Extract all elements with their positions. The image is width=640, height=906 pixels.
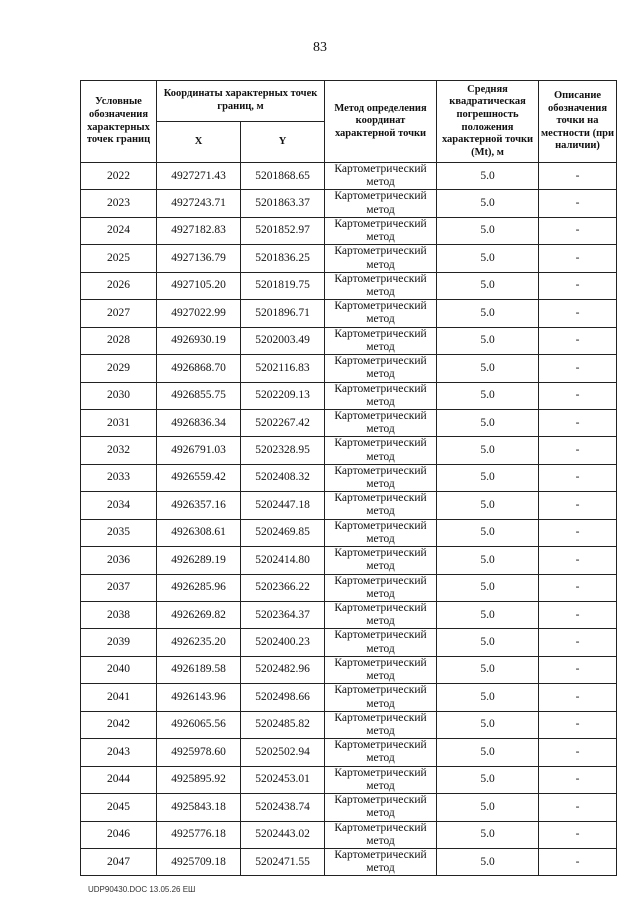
- point-id-cell: 2035: [81, 519, 157, 546]
- method-cell: [325, 464, 437, 491]
- description-cell: -: [539, 382, 617, 409]
- table-row: [81, 382, 617, 409]
- method-cell: [325, 437, 437, 464]
- x-coordinate-cell: 4925843.18: [157, 794, 241, 821]
- x-coordinate-cell: 4926559.42: [157, 464, 241, 491]
- y-coordinate-cell: 5202364.37: [241, 602, 325, 629]
- y-coordinate-cell: 5201836.25: [241, 245, 325, 272]
- error-cell: 5.0: [437, 602, 539, 629]
- table-row: [81, 409, 617, 436]
- table-row: [81, 190, 617, 217]
- y-coordinate-cell: 5202443.02: [241, 821, 325, 848]
- table-row: [81, 684, 617, 711]
- error-cell: 5.0: [437, 739, 539, 766]
- description-cell: -: [539, 163, 617, 190]
- error-cell: 5.0: [437, 519, 539, 546]
- point-id-cell: 2038: [81, 602, 157, 629]
- method-line1: Картометрический: [334, 217, 427, 230]
- y-coordinate-cell: 5202447.18: [241, 492, 325, 519]
- error-cell: 5.0: [437, 574, 539, 601]
- method-line1: Картометрический: [334, 629, 427, 642]
- header-coordinates: Координаты характерных точек границ, м: [157, 81, 325, 122]
- point-id-cell: 2045: [81, 794, 157, 821]
- error-cell: 5.0: [437, 629, 539, 656]
- description-cell: -: [539, 190, 617, 217]
- y-coordinate-cell: 5201819.75: [241, 272, 325, 299]
- y-coordinate-cell: 5202471.55: [241, 848, 325, 875]
- description-cell: -: [539, 711, 617, 738]
- x-coordinate-cell: 4926285.96: [157, 574, 241, 601]
- error-cell: 5.0: [437, 300, 539, 327]
- method-line1: Картометрический: [334, 711, 427, 724]
- point-id-cell: 2030: [81, 382, 157, 409]
- method-line1: Картометрический: [334, 794, 427, 807]
- table-body: [81, 163, 617, 876]
- x-coordinate-cell: 4927022.99: [157, 300, 241, 327]
- method-cell: [325, 574, 437, 601]
- method-cell: [325, 821, 437, 848]
- point-id-cell: 2025: [81, 245, 157, 272]
- description-cell: -: [539, 245, 617, 272]
- table-row: [81, 300, 617, 327]
- table-row: [81, 711, 617, 738]
- header-designation: Условные обозначения характерных точек границ: [81, 81, 157, 163]
- description-cell: -: [539, 355, 617, 382]
- point-id-cell: 2043: [81, 739, 157, 766]
- error-cell: 5.0: [437, 327, 539, 354]
- x-coordinate-cell: 4926791.03: [157, 437, 241, 464]
- method-line2: метод: [366, 724, 395, 737]
- method-line1: Картометрический: [334, 602, 427, 614]
- method-line2: метод: [366, 862, 395, 875]
- method-cell: [325, 217, 437, 244]
- method-line1: Картометрический: [334, 519, 427, 532]
- description-cell: -: [539, 574, 617, 601]
- method-line2: метод: [366, 532, 395, 545]
- description-cell: -: [539, 739, 617, 766]
- method-line1: Картометрический: [334, 327, 427, 340]
- point-id-cell: 2031: [81, 409, 157, 436]
- method-line2: метод: [366, 807, 395, 820]
- error-cell: 5.0: [437, 464, 539, 491]
- method-line1: Картометрический: [334, 437, 427, 450]
- y-coordinate-cell: 5202366.22: [241, 574, 325, 601]
- error-cell: 5.0: [437, 190, 539, 217]
- x-coordinate-cell: 4925709.18: [157, 848, 241, 875]
- method-line1: Картометрический: [334, 739, 427, 752]
- method-line2: метод: [366, 670, 395, 683]
- description-cell: -: [539, 437, 617, 464]
- error-cell: 5.0: [437, 684, 539, 711]
- method-line2: метод: [366, 450, 395, 463]
- x-coordinate-cell: 4927271.43: [157, 163, 241, 190]
- error-cell: 5.0: [437, 245, 539, 272]
- method-line2: метод: [366, 779, 395, 792]
- method-line2: метод: [366, 478, 395, 491]
- y-coordinate-cell: 5202498.66: [241, 684, 325, 711]
- table-row: [81, 272, 617, 299]
- description-cell: -: [539, 327, 617, 354]
- table-row: [81, 656, 617, 683]
- method-line2: метод: [366, 203, 395, 216]
- table-row: [81, 245, 617, 272]
- method-line2: метод: [366, 285, 395, 298]
- method-line1: Картометрический: [334, 464, 427, 477]
- method-cell: [325, 327, 437, 354]
- method-line1: Картометрический: [334, 382, 427, 395]
- method-line1: Картометрический: [334, 272, 427, 285]
- method-line2: метод: [366, 505, 395, 518]
- description-cell: -: [539, 656, 617, 683]
- header-y: Y: [241, 122, 325, 163]
- method-line1: Картометрический: [334, 492, 427, 505]
- table-row: [81, 739, 617, 766]
- header-description: Описание обозначения точки на местности (при наличии): [539, 81, 617, 163]
- method-line2: метод: [366, 560, 395, 573]
- point-id-cell: 2046: [81, 821, 157, 848]
- table-row: [81, 464, 617, 491]
- table-row: [81, 602, 617, 629]
- method-cell: [325, 272, 437, 299]
- y-coordinate-cell: 5202408.32: [241, 464, 325, 491]
- y-coordinate-cell: 5202209.13: [241, 382, 325, 409]
- point-id-cell: 2027: [81, 300, 157, 327]
- method-cell: [325, 382, 437, 409]
- method-line2: метод: [366, 231, 395, 244]
- x-coordinate-cell: 4927105.20: [157, 272, 241, 299]
- method-cell: [325, 245, 437, 272]
- table-row: [81, 821, 617, 848]
- method-cell: [325, 739, 437, 766]
- method-line2: метод: [366, 176, 395, 189]
- method-line1: Картометрический: [334, 821, 427, 834]
- description-cell: -: [539, 602, 617, 629]
- method-cell: [325, 300, 437, 327]
- point-id-cell: 2029: [81, 355, 157, 382]
- point-id-cell: 2034: [81, 492, 157, 519]
- method-line1: Картометрический: [334, 355, 427, 368]
- y-coordinate-cell: 5202453.01: [241, 766, 325, 793]
- point-id-cell: 2036: [81, 547, 157, 574]
- method-cell: [325, 794, 437, 821]
- point-id-cell: 2026: [81, 272, 157, 299]
- x-coordinate-cell: 4926143.96: [157, 684, 241, 711]
- error-cell: 5.0: [437, 272, 539, 299]
- method-line2: метод: [366, 615, 395, 628]
- y-coordinate-cell: 5202116.83: [241, 355, 325, 382]
- method-cell: [325, 848, 437, 875]
- description-cell: -: [539, 492, 617, 519]
- description-cell: -: [539, 217, 617, 244]
- method-line2: метод: [366, 642, 395, 655]
- method-cell: [325, 492, 437, 519]
- x-coordinate-cell: 4926289.19: [157, 547, 241, 574]
- error-cell: 5.0: [437, 163, 539, 190]
- y-coordinate-cell: 5202502.94: [241, 739, 325, 766]
- method-cell: [325, 519, 437, 546]
- method-cell: [325, 711, 437, 738]
- point-id-cell: 2032: [81, 437, 157, 464]
- method-cell: [325, 547, 437, 574]
- document-footer: UDP90430.DOC 13.05.26 ЕШ: [88, 885, 196, 894]
- method-cell: [325, 656, 437, 683]
- method-line1: Картометрический: [334, 684, 427, 697]
- table-row: [81, 848, 617, 875]
- x-coordinate-cell: 4926235.20: [157, 629, 241, 656]
- method-line1: Картометрический: [334, 300, 427, 313]
- method-line1: Картометрический: [334, 163, 427, 175]
- page-number: 83: [313, 40, 327, 55]
- point-id-cell: 2028: [81, 327, 157, 354]
- method-line2: метод: [366, 313, 395, 326]
- error-cell: 5.0: [437, 492, 539, 519]
- y-coordinate-cell: 5201868.65: [241, 163, 325, 190]
- method-line1: Картометрический: [334, 245, 427, 258]
- table-row: [81, 492, 617, 519]
- description-cell: -: [539, 629, 617, 656]
- point-id-cell: 2044: [81, 766, 157, 793]
- y-coordinate-cell: 5202482.96: [241, 656, 325, 683]
- x-coordinate-cell: 4925895.92: [157, 766, 241, 793]
- method-line1: Картометрический: [334, 656, 427, 669]
- point-id-cell: 2024: [81, 217, 157, 244]
- method-line2: метод: [366, 368, 395, 381]
- x-coordinate-cell: 4925978.60: [157, 739, 241, 766]
- table-row: [81, 327, 617, 354]
- method-line2: метод: [366, 752, 395, 765]
- method-line2: метод: [366, 834, 395, 847]
- method-cell: [325, 629, 437, 656]
- table-row: [81, 547, 617, 574]
- error-cell: 5.0: [437, 711, 539, 738]
- y-coordinate-cell: 5202469.85: [241, 519, 325, 546]
- description-cell: -: [539, 794, 617, 821]
- description-cell: -: [539, 821, 617, 848]
- point-id-cell: 2037: [81, 574, 157, 601]
- x-coordinate-cell: 4925776.18: [157, 821, 241, 848]
- boundary-points-table: [80, 80, 617, 876]
- table-row: [81, 519, 617, 546]
- point-id-cell: 2022: [81, 163, 157, 190]
- error-cell: 5.0: [437, 766, 539, 793]
- description-cell: -: [539, 684, 617, 711]
- error-cell: 5.0: [437, 217, 539, 244]
- method-cell: [325, 684, 437, 711]
- method-cell: [325, 163, 437, 190]
- y-coordinate-cell: 5202414.80: [241, 547, 325, 574]
- method-cell: [325, 409, 437, 436]
- table-row: [81, 766, 617, 793]
- method-line2: метод: [366, 340, 395, 353]
- table-row: [81, 574, 617, 601]
- method-line2: метод: [366, 423, 395, 436]
- description-cell: -: [539, 272, 617, 299]
- method-line1: Картометрический: [334, 190, 427, 203]
- method-line2: метод: [366, 587, 395, 600]
- table-row: [81, 163, 617, 190]
- point-id-cell: 2023: [81, 190, 157, 217]
- description-cell: -: [539, 409, 617, 436]
- x-coordinate-cell: 4926308.61: [157, 519, 241, 546]
- description-cell: -: [539, 464, 617, 491]
- y-coordinate-cell: 5202328.95: [241, 437, 325, 464]
- method-line2: метод: [366, 395, 395, 408]
- error-cell: 5.0: [437, 794, 539, 821]
- y-coordinate-cell: 5201863.37: [241, 190, 325, 217]
- point-id-cell: 2033: [81, 464, 157, 491]
- table-row: [81, 794, 617, 821]
- x-coordinate-cell: 4926868.70: [157, 355, 241, 382]
- header-error: Средняя квадратическая погрешность положения характерной точки (Mt), м: [437, 81, 539, 163]
- x-coordinate-cell: 4926357.16: [157, 492, 241, 519]
- error-cell: 5.0: [437, 355, 539, 382]
- x-coordinate-cell: 4926269.82: [157, 602, 241, 629]
- x-coordinate-cell: 4926189.58: [157, 656, 241, 683]
- y-coordinate-cell: 5202438.74: [241, 794, 325, 821]
- method-cell: [325, 766, 437, 793]
- error-cell: 5.0: [437, 656, 539, 683]
- description-cell: -: [539, 300, 617, 327]
- y-coordinate-cell: 5202400.23: [241, 629, 325, 656]
- header-method: Метод определения координат характерной точки: [325, 81, 437, 163]
- method-line1: Картометрический: [334, 547, 427, 560]
- x-coordinate-cell: 4926930.19: [157, 327, 241, 354]
- table-row: [81, 437, 617, 464]
- point-id-cell: 2041: [81, 684, 157, 711]
- error-cell: 5.0: [437, 821, 539, 848]
- description-cell: -: [539, 519, 617, 546]
- method-line1: Картометрический: [334, 409, 427, 422]
- method-line1: Картометрический: [334, 574, 427, 587]
- method-cell: [325, 602, 437, 629]
- table-row: [81, 217, 617, 244]
- y-coordinate-cell: 5201896.71: [241, 300, 325, 327]
- method-line2: метод: [366, 697, 395, 710]
- x-coordinate-cell: 4926065.56: [157, 711, 241, 738]
- x-coordinate-cell: 4927136.79: [157, 245, 241, 272]
- x-coordinate-cell: 4927243.71: [157, 190, 241, 217]
- description-cell: -: [539, 766, 617, 793]
- error-cell: 5.0: [437, 547, 539, 574]
- point-id-cell: 2039: [81, 629, 157, 656]
- y-coordinate-cell: 5202267.42: [241, 409, 325, 436]
- description-cell: -: [539, 547, 617, 574]
- point-id-cell: 2040: [81, 656, 157, 683]
- error-cell: 5.0: [437, 409, 539, 436]
- description-cell: -: [539, 848, 617, 875]
- error-cell: 5.0: [437, 382, 539, 409]
- error-cell: 5.0: [437, 437, 539, 464]
- point-id-cell: 2042: [81, 711, 157, 738]
- header-x: X: [157, 122, 241, 163]
- table-row: [81, 355, 617, 382]
- method-line2: метод: [366, 258, 395, 271]
- y-coordinate-cell: 5201852.97: [241, 217, 325, 244]
- table-row: [81, 629, 617, 656]
- method-line1: Картометрический: [334, 848, 427, 861]
- y-coordinate-cell: 5202485.82: [241, 711, 325, 738]
- point-id-cell: 2047: [81, 848, 157, 875]
- x-coordinate-cell: 4927182.83: [157, 217, 241, 244]
- method-line1: Картометрический: [334, 766, 427, 779]
- x-coordinate-cell: 4926836.34: [157, 409, 241, 436]
- method-cell: [325, 355, 437, 382]
- method-cell: [325, 190, 437, 217]
- x-coordinate-cell: 4926855.75: [157, 382, 241, 409]
- error-cell: 5.0: [437, 848, 539, 875]
- y-coordinate-cell: 5202003.49: [241, 327, 325, 354]
